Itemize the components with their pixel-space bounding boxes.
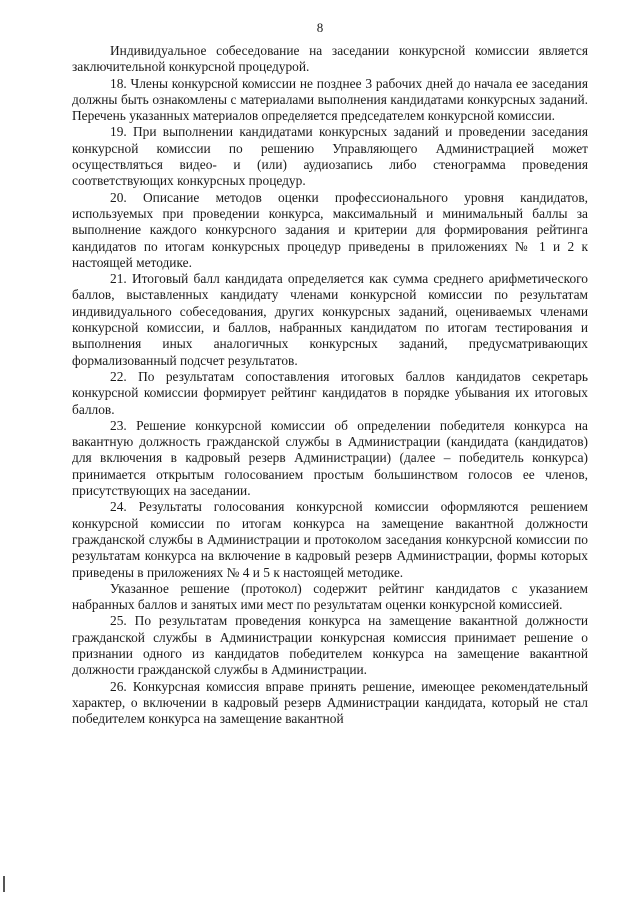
paragraph-interview-final-stage: Индивидуальное собеседование на заседании конкурсной комиссии является заключительной конкурсной процедурой. xyxy=(72,43,588,75)
paragraph-25: 25. По результатам проведения конкурса на замещение вакантной должности гражданской службы в Администрации конкурсная комиссия принимает решение о признании одного из кандидатов победителем конкурса на замещение вакантной должности гражданской службы в Администрации. xyxy=(72,613,588,678)
paragraph-24: 24. Результаты голосования конкурсной комиссии оформляются решением конкурсной комиссии по итогам конкурса на замещение вакантной должности гражданской службы в Администрации и протоколом заседания конкурсной комиссии по результатам конкурса на включение в кадровый резерв Администрации, формы которых приведены в приложениях № 4 и 5 к настоящей методике. xyxy=(72,499,588,580)
paragraph-20: 20. Описание методов оценки профессионального уровня кандидатов, используемых при проведении конкурса, максимальный и минимальный баллы за выполнение каждого конкурсного задания и критерии для формирования рейтинга кандидатов по итогам конкурсных процедур приведены в приложениях № 1 и 2 к настоящей методике. xyxy=(72,189,588,270)
paragraph-18: 18. Члены конкурсной комиссии не позднее 3 рабочих дней до начала ее заседания должны быть ознакомлены с материалами выполнения кандидатами конкурсных заданий. Перечень указанных материалов определяется председателем конкурсной комиссии. xyxy=(72,75,588,124)
paragraph-21: 21. Итоговый балл кандидата определяется как сумма среднего арифметического баллов, выставленных кандидату членами конкурсной комиссии по результатам индивидуального собеседования, других конкурсных заданий, оцениваемых членами конкурсной комиссии, и баллов, набранных кандидатом по итогам тестирования и выполнения иных аналогичных конкурсных заданий, предусматривающих формализованный подсчет результатов. xyxy=(72,271,588,368)
page-number: 8 xyxy=(316,20,324,35)
document-body xyxy=(72,43,588,727)
paragraph-19: 19. При выполнении кандидатами конкурсных заданий и проведении заседания конкурсной комиссии по решению Управляющего Администрацией может осуществляться видео- и (или) аудиозапись либо стенограмма проведения соответствующих конкурсных процедур. xyxy=(72,124,588,189)
paragraph-22: 22. По результатам сопоставления итоговых баллов кандидатов секретарь конкурсной комиссии формирует рейтинг кандидатов в порядке убывания их итоговых баллов. xyxy=(72,368,588,417)
paragraph-26: 26. Конкурсная комиссия вправе принять решение, имеющее рекомендательный характер, о включении в кадровый резерв Администрации кандидата, который не стал победителем конкурса на замещение вакантной xyxy=(72,678,588,727)
paragraph-23: 23. Решение конкурсной комиссии об определении победителя конкурса на вакантную должность гражданской службы в Администрации (кандидата (кандидатов) для включения в кадровый резерв Администрации) (далее – победитель конкурса) принимается открытым голосованием простым большинством голосов ее членов, присутствующих на заседании. xyxy=(72,417,588,499)
paragraph-decision-rating: Указанное решение (протокол) содержит рейтинг кандидатов с указанием набранных баллов и занятых ими мест по результатам оценки конкурсной комиссией. xyxy=(72,580,588,613)
scan-margin-mark xyxy=(3,876,5,892)
